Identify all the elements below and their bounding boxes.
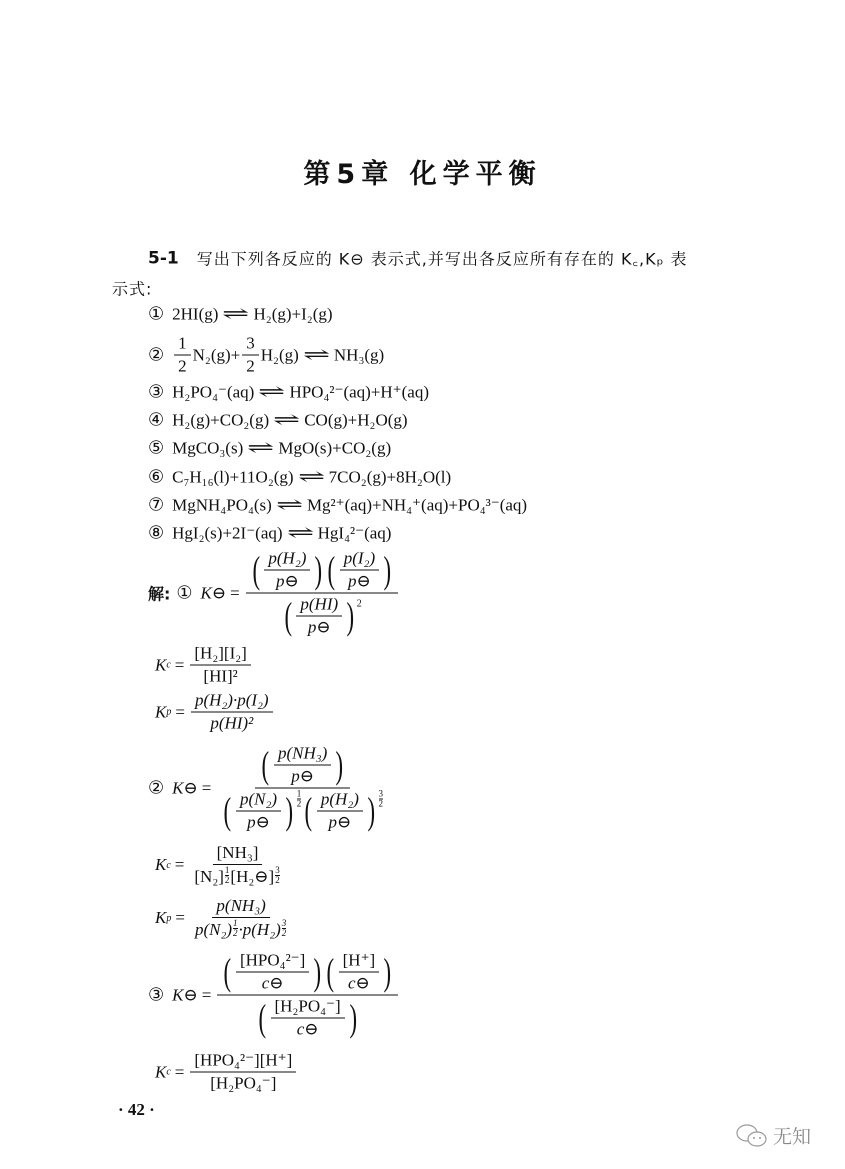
reaction-species: H₂(g): [260, 345, 299, 364]
reaction-lhs: 2HI(g): [172, 304, 219, 323]
formula-part: =: [175, 702, 185, 721]
formula-part: 2: [224, 875, 230, 885]
parenthesis: (: [223, 790, 232, 832]
formula-part: 2: [275, 875, 280, 885]
parenthesis: ): [349, 997, 357, 1039]
formula-part: [H₂PO₄⁻]: [210, 1073, 277, 1093]
formula-part: p⊖: [348, 571, 371, 591]
reaction-lhs: MgNH₄PO₄(s): [172, 495, 272, 514]
parenthesis: (: [284, 595, 292, 637]
parenthesis: (: [258, 997, 266, 1039]
equilibrium-arrow-icon: ⇌: [258, 381, 286, 402]
reaction-7: [148, 495, 527, 516]
formula-part: c: [166, 659, 171, 671]
formula-part: [759, 1137, 761, 1139]
formula-part: [217, 789, 388, 833]
formula-part: [H₂PO₄⁻]: [271, 997, 345, 1019]
fraction: [264, 549, 310, 592]
fraction: [297, 790, 302, 809]
equilibrium-arrow-icon: ⇌: [275, 494, 303, 515]
solution-marker: ②: [148, 777, 165, 798]
equilibrium-arrow-icon: ⇌: [222, 303, 250, 324]
formula-part: [H₂⊖]: [230, 867, 275, 886]
formula-part: p: [166, 706, 172, 718]
formula-part: 2: [178, 356, 187, 376]
formula-part: p⊖: [276, 571, 299, 591]
solution-1-kp: [155, 691, 275, 734]
reaction-lhs: H₂(g)+CO₂(g): [172, 410, 270, 429]
formula-part: K: [155, 1062, 167, 1081]
formula-part: 1: [174, 334, 191, 356]
solution-label: 解:: [148, 584, 171, 604]
formula-part: p(N₂): [236, 790, 281, 812]
parenthesis: (: [223, 951, 232, 993]
formula-part: c⊖: [261, 973, 284, 993]
formula-part: 2: [233, 928, 238, 938]
formula-part: [748, 1132, 766, 1146]
formula-part: K: [155, 908, 167, 927]
reaction-marker: ①: [148, 303, 165, 324]
formula-part: =: [174, 655, 185, 674]
formula-part: [278, 594, 366, 638]
fraction: [190, 1051, 296, 1094]
reaction-5: [148, 438, 391, 459]
formula-part: p(N₂): [194, 920, 233, 939]
equilibrium-arrow-icon: ⇌: [302, 344, 330, 365]
equilibrium-arrow-icon: ⇌: [297, 466, 325, 487]
formula-part: [N₂]: [194, 867, 224, 886]
k-fraction: [246, 549, 398, 638]
page-number: · 42 ·: [118, 1100, 155, 1119]
reaction-rhs: HPO₄²⁻(aq)+H⁺(aq): [289, 382, 430, 401]
formula-part: [HPO₄²⁻]: [236, 951, 309, 973]
reaction-8: [148, 523, 391, 544]
formula-part: =: [174, 855, 185, 874]
formula-part: 1: [224, 865, 230, 875]
formula-part: p⊖: [291, 766, 315, 786]
reaction-rhs: 7CO₂(g)+8H₂O(l): [328, 467, 452, 486]
fraction: [217, 951, 398, 1040]
reaction-species: N₂(g)+: [192, 345, 241, 364]
formula-part: 3: [378, 788, 384, 799]
formula-part: p(NH₃): [212, 896, 269, 918]
formula-part: p(NH₃): [274, 744, 331, 766]
fraction: [233, 919, 238, 938]
coefficient-fraction: [242, 334, 259, 377]
formula-part: K: [155, 655, 167, 674]
parenthesis: ): [335, 744, 344, 786]
parenthesis: ): [313, 951, 322, 993]
reaction-rhs: CO(g)+H₂O(g): [304, 410, 408, 429]
reaction-rhs: MgO(s)+CO₂(g): [278, 438, 392, 457]
equilibrium-arrow-icon: ⇌: [273, 409, 301, 430]
formula-part: =: [201, 778, 212, 797]
reaction-marker: ③: [148, 381, 165, 402]
parenthesis: (: [304, 790, 313, 832]
reaction-marker: ④: [148, 409, 165, 430]
formula-part: K⊖: [172, 985, 198, 1004]
problem-number: 5-1: [148, 248, 179, 268]
solution-1-k-standard: [148, 549, 400, 638]
formula-part: p⊖: [307, 617, 331, 637]
parenthesis: (: [326, 951, 335, 993]
equals: =: [230, 583, 240, 602]
formula-part: [217, 951, 398, 996]
reaction-lhs: C₇H₁₆(l)+11O₂(g): [172, 467, 294, 486]
fraction: [271, 997, 345, 1040]
fraction: [190, 644, 250, 687]
fraction: [191, 896, 291, 940]
formula-part: [190, 865, 284, 887]
formula-part: p⊖: [328, 812, 352, 832]
coefficient-fraction: [174, 334, 191, 377]
formula-part: 1: [296, 788, 302, 799]
formula-part: 3: [275, 865, 280, 875]
formula-part: c⊖: [348, 973, 370, 993]
formula-part: 3: [281, 918, 287, 928]
parenthesis: ): [383, 549, 392, 591]
formula-part: [246, 549, 398, 594]
formula-part: p: [166, 912, 172, 924]
reaction-rhs: Mg²⁺(aq)+NH₄⁺(aq)+PO₄³⁻(aq): [306, 495, 528, 514]
solution-marker: ①: [176, 582, 193, 603]
reaction-lhs: HgI₂(s)+2I⁻(aq): [172, 523, 283, 542]
fraction: [317, 790, 363, 833]
reaction-marker: ⑧: [148, 522, 165, 543]
parenthesis: (: [252, 549, 260, 591]
formula-part: 2: [246, 356, 255, 376]
reaction-3: [148, 382, 429, 403]
equilibrium-arrow-icon: ⇌: [286, 522, 314, 543]
fraction: [379, 790, 384, 809]
equilibrium-arrow-icon: ⇌: [247, 437, 275, 458]
reaction-2: [148, 334, 384, 377]
formula-part: p(I₂): [340, 549, 379, 571]
reaction-1: [148, 304, 333, 325]
formula-part: 2: [378, 798, 384, 809]
watermark-text: 无知: [773, 1126, 812, 1148]
reaction-rhs: HgI₄²⁻(aq): [317, 523, 392, 542]
problem-statement: [148, 247, 688, 270]
fraction: [236, 790, 281, 833]
fraction: [225, 866, 230, 885]
formula-part: [HPO₄²⁻][H⁺]: [190, 1051, 296, 1073]
parenthesis: ): [314, 549, 323, 591]
solution-1-kc: [155, 644, 253, 687]
formula-part: [H₂][I₂]: [190, 644, 250, 666]
reaction-marker: ②: [148, 344, 165, 365]
formula-part: p(HI)²: [210, 713, 254, 733]
parenthesis: ): [346, 595, 355, 637]
reaction-lhs: H₂PO₄⁻(aq): [172, 382, 255, 401]
fraction: [217, 744, 388, 833]
solution-3-k-standard: [148, 951, 400, 1040]
reaction-rhs: NH₃(g): [333, 345, 385, 364]
fraction: [191, 691, 273, 734]
formula-part: K⊖: [172, 778, 198, 797]
formula-part: p(H₂)·p(I₂): [191, 691, 273, 713]
parenthesis: ): [383, 951, 392, 993]
problem-text-line2: 示式:: [112, 279, 153, 299]
reaction-marker: ⑤: [148, 437, 165, 458]
parenthesis: (: [327, 549, 336, 591]
solution-2-k-standard: [148, 744, 390, 833]
fraction: [340, 549, 379, 592]
formula-part: =: [175, 908, 185, 927]
reaction-4: [148, 410, 408, 431]
parenthesis: ): [285, 790, 294, 832]
solution-2-kc: [155, 843, 287, 887]
formula-part: 2: [296, 798, 302, 809]
fraction: [190, 843, 284, 887]
parenthesis: ): [367, 790, 376, 832]
fraction: [274, 744, 331, 787]
formula-part: =: [201, 985, 212, 1004]
formula-part: c: [166, 859, 171, 871]
parenthesis: (: [261, 744, 270, 786]
reaction-6: [148, 467, 451, 488]
formula-part: [753, 1137, 755, 1139]
formula-part: 2: [281, 928, 287, 938]
fraction: [296, 595, 342, 638]
fraction: [236, 951, 309, 994]
formula-part: c: [166, 1066, 171, 1078]
reaction-lhs: MgCO₃(s): [172, 438, 244, 457]
formula-part: =: [174, 1062, 185, 1081]
formula-part: 3: [242, 334, 259, 356]
formula-part: 1: [233, 918, 238, 928]
formula-part: [NH₃]: [213, 843, 263, 865]
solution-3-kc: [155, 1051, 298, 1094]
formula-part: [112, 277, 152, 300]
formula-part: p(HI): [296, 595, 342, 617]
solution-marker: ③: [148, 984, 165, 1005]
formula-part: [252, 996, 363, 1040]
chapter-title: 第5章 化学平衡: [303, 159, 542, 190]
solution-2-kp: [155, 896, 293, 940]
formula-part: p(H₂): [317, 790, 363, 812]
formula-part: [255, 744, 350, 789]
watermark: [735, 1122, 811, 1149]
formula-part: p⊖: [247, 812, 270, 832]
formula-part: c⊖: [296, 1019, 319, 1039]
reaction-rhs: H₂(g)+I₂(g): [253, 304, 333, 323]
formula-part: p(H₂): [264, 549, 310, 571]
fraction: [275, 866, 280, 885]
formula-part: [HI]²: [203, 666, 238, 686]
formula-part: [H⁺]: [339, 951, 380, 973]
formula-part: K: [155, 702, 167, 721]
formula-part: ·p(H₂): [238, 920, 281, 939]
k-symbol: K⊖: [200, 583, 227, 602]
fraction: [282, 919, 287, 938]
formula-part: [191, 918, 291, 940]
fraction: [339, 951, 380, 994]
formula-part: 2: [356, 598, 362, 610]
reaction-marker: ⑥: [148, 466, 165, 487]
reaction-marker: ⑦: [148, 494, 165, 515]
problem-text-line1: 写出下列各反应的 K⊖ 表示式,并写出各反应所有存在的 K꜀,Kₚ 表: [196, 249, 688, 269]
wechat-icon: [735, 1123, 769, 1149]
formula-part: K: [155, 855, 167, 874]
